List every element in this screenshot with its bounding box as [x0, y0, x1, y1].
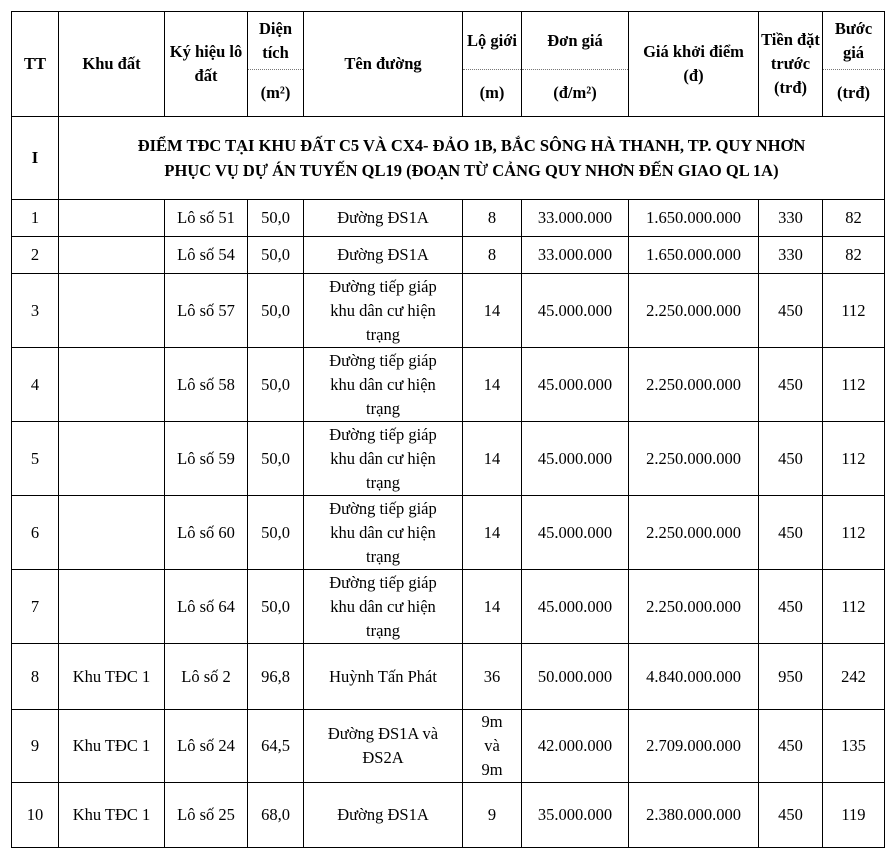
cell-don-gia: 45.000.000	[522, 496, 629, 570]
cell-buoc-gia: 82	[823, 237, 885, 274]
cell-ky-hieu: Lô số 24	[165, 710, 248, 783]
header-dien-tich-label: Diện tích	[248, 12, 303, 70]
cell-lo-gioi: 14	[463, 496, 522, 570]
header-dien-tich	[248, 12, 304, 117]
cell-ten-duong: Đường ĐS1A	[304, 783, 463, 848]
cell-buoc-gia: 135	[823, 710, 885, 783]
cell-lo-gioi: 14	[463, 422, 522, 496]
cell-khu-dat	[59, 274, 165, 348]
cell-ky-hieu: Lô số 54	[165, 237, 248, 274]
cell-tt: 4	[12, 348, 59, 422]
table-row	[12, 237, 885, 274]
header-buoc-gia-label: Bước giá	[823, 12, 884, 70]
cell-lo-gioi: 8	[463, 237, 522, 274]
header-dien-tich-unit: (m²)	[260, 83, 291, 102]
cell-khu-dat: Khu TĐC 1	[59, 644, 165, 710]
section-title	[59, 117, 885, 200]
cell-buoc-gia: 242	[823, 644, 885, 710]
cell-lo-gioi: 8	[463, 200, 522, 237]
cell-tt: 9	[12, 710, 59, 783]
cell-dien-tich: 64,5	[248, 710, 304, 783]
cell-khu-dat	[59, 237, 165, 274]
cell-ky-hieu: Lô số 59	[165, 422, 248, 496]
cell-tt: 5	[12, 422, 59, 496]
cell-buoc-gia: 112	[823, 274, 885, 348]
header-tien-dat-truoc: Tiền đặt trước (trđ)	[759, 12, 823, 117]
cell-don-gia: 33.000.000	[522, 237, 629, 274]
cell-tt: 2	[12, 237, 59, 274]
cell-gia-khoi-diem: 2.380.000.000	[629, 783, 759, 848]
cell-gia-khoi-diem: 2.250.000.000	[629, 570, 759, 644]
cell-buoc-gia: 119	[823, 783, 885, 848]
cell-tt: 3	[12, 274, 59, 348]
cell-ten-duong: Huỳnh Tấn Phát	[304, 644, 463, 710]
cell-lo-gioi: 14	[463, 274, 522, 348]
cell-lo-gioi: 9	[463, 783, 522, 848]
cell-tt: 1	[12, 200, 59, 237]
cropped-next-line	[200, 853, 720, 859]
cell-dien-tich: 50,0	[248, 348, 304, 422]
cell-dien-tich: 50,0	[248, 422, 304, 496]
section-title-line2: PHỤC VỤ DỰ ÁN TUYẾN QL19 (ĐOẠN TỪ CẢNG QUY NHƠN ĐẾN GIAO QL 1A)	[164, 161, 779, 180]
cell-khu-dat	[59, 570, 165, 644]
header-lo-gioi-unit: (m)	[479, 83, 505, 102]
table-row	[12, 644, 885, 710]
cell-gia-khoi-diem: 1.650.000.000	[629, 200, 759, 237]
cell-tt: 7	[12, 570, 59, 644]
section-row	[12, 117, 885, 200]
header-gia-khoi-diem: Giá khởi điểm (đ)	[629, 12, 759, 117]
cell-ky-hieu: Lô số 60	[165, 496, 248, 570]
table-row	[12, 348, 885, 422]
cell-khu-dat: Khu TĐC 1	[59, 710, 165, 783]
cell-buoc-gia: 112	[823, 570, 885, 644]
header-don-gia-label: Đơn giá	[522, 12, 628, 70]
cell-gia-khoi-diem: 2.709.000.000	[629, 710, 759, 783]
land-auction-table	[11, 11, 885, 848]
cell-lo-gioi: 14	[463, 348, 522, 422]
cell-buoc-gia: 112	[823, 348, 885, 422]
cell-dien-tich: 50,0	[248, 496, 304, 570]
cell-don-gia: 45.000.000	[522, 570, 629, 644]
cell-ten-duong: Đường tiếp giáp khu dân cư hiện trạng	[304, 570, 463, 644]
cell-tien-dat-truoc: 450	[759, 274, 823, 348]
cell-lo-gioi: 9m và 9m	[463, 710, 522, 783]
cell-don-gia: 45.000.000	[522, 422, 629, 496]
header-khu-dat: Khu đất	[59, 12, 165, 117]
header-buoc-gia	[823, 12, 885, 117]
cell-ten-duong: Đường tiếp giáp khu dân cư hiện trạng	[304, 422, 463, 496]
cell-gia-khoi-diem: 2.250.000.000	[629, 348, 759, 422]
table-row	[12, 570, 885, 644]
cell-ten-duong: Đường ĐS1A	[304, 200, 463, 237]
cell-khu-dat	[59, 348, 165, 422]
header-lo-gioi	[463, 12, 522, 117]
header-don-gia	[522, 12, 629, 117]
table-row	[12, 274, 885, 348]
cell-lo-gioi: 36	[463, 644, 522, 710]
cell-khu-dat: Khu TĐC 1	[59, 783, 165, 848]
header-row	[12, 12, 885, 117]
cell-ky-hieu: Lô số 2	[165, 644, 248, 710]
cell-tien-dat-truoc: 450	[759, 783, 823, 848]
cell-gia-khoi-diem: 2.250.000.000	[629, 274, 759, 348]
cell-ky-hieu: Lô số 51	[165, 200, 248, 237]
cell-tien-dat-truoc: 450	[759, 496, 823, 570]
cell-gia-khoi-diem: 1.650.000.000	[629, 237, 759, 274]
cell-ky-hieu: Lô số 57	[165, 274, 248, 348]
cell-gia-khoi-diem: 2.250.000.000	[629, 422, 759, 496]
header-tt: TT	[12, 12, 59, 117]
header-buoc-gia-unit: (trđ)	[837, 83, 870, 102]
section-title-line1: ĐIỂM TĐC TẠI KHU ĐẤT C5 VÀ CX4- ĐẢO 1B, BẮC SÔNG HÀ THANH, TP. QUY NHƠN	[137, 136, 806, 155]
cell-gia-khoi-diem: 2.250.000.000	[629, 496, 759, 570]
cell-don-gia: 33.000.000	[522, 200, 629, 237]
cell-ky-hieu: Lô số 58	[165, 348, 248, 422]
cell-tien-dat-truoc: 450	[759, 710, 823, 783]
cell-tt: 10	[12, 783, 59, 848]
cell-gia-khoi-diem: 4.840.000.000	[629, 644, 759, 710]
cell-dien-tich: 50,0	[248, 570, 304, 644]
cell-don-gia: 50.000.000	[522, 644, 629, 710]
cell-ten-duong: Đường tiếp giáp khu dân cư hiện trạng	[304, 274, 463, 348]
cell-tien-dat-truoc: 450	[759, 422, 823, 496]
cell-don-gia: 45.000.000	[522, 274, 629, 348]
cell-khu-dat	[59, 496, 165, 570]
cell-don-gia: 42.000.000	[522, 710, 629, 783]
table-row	[12, 200, 885, 237]
cell-tien-dat-truoc: 450	[759, 570, 823, 644]
table-row	[12, 783, 885, 848]
cell-tt: 8	[12, 644, 59, 710]
cell-tt: 6	[12, 496, 59, 570]
table-row	[12, 496, 885, 570]
cell-tien-dat-truoc: 450	[759, 348, 823, 422]
cell-ten-duong: Đường ĐS1A	[304, 237, 463, 274]
cell-don-gia: 35.000.000	[522, 783, 629, 848]
cell-dien-tich: 50,0	[248, 274, 304, 348]
cell-buoc-gia: 112	[823, 496, 885, 570]
cell-buoc-gia: 82	[823, 200, 885, 237]
cell-ten-duong: Đường ĐS1A và ĐS2A	[304, 710, 463, 783]
table-body	[12, 200, 885, 848]
cell-buoc-gia: 112	[823, 422, 885, 496]
header-ky-hieu: Ký hiệu lô đất	[165, 12, 248, 117]
cell-ky-hieu: Lô số 64	[165, 570, 248, 644]
cell-ky-hieu: Lô số 25	[165, 783, 248, 848]
cell-lo-gioi: 14	[463, 570, 522, 644]
section-number: I	[12, 117, 59, 200]
cell-ten-duong: Đường tiếp giáp khu dân cư hiện trạng	[304, 348, 463, 422]
cell-khu-dat	[59, 200, 165, 237]
cell-tien-dat-truoc: 330	[759, 237, 823, 274]
cell-dien-tich: 50,0	[248, 200, 304, 237]
cell-dien-tich: 68,0	[248, 783, 304, 848]
cell-don-gia: 45.000.000	[522, 348, 629, 422]
cell-tien-dat-truoc: 330	[759, 200, 823, 237]
cell-ten-duong: Đường tiếp giáp khu dân cư hiện trạng	[304, 496, 463, 570]
cell-dien-tich: 96,8	[248, 644, 304, 710]
header-ten-duong: Tên đường	[304, 12, 463, 117]
cell-khu-dat	[59, 422, 165, 496]
header-don-gia-unit: (đ/m²)	[553, 83, 597, 102]
cell-dien-tich: 50,0	[248, 237, 304, 274]
cell-tien-dat-truoc: 950	[759, 644, 823, 710]
table-row	[12, 422, 885, 496]
header-lo-gioi-label: Lộ giới	[463, 12, 521, 70]
table-row	[12, 710, 885, 783]
